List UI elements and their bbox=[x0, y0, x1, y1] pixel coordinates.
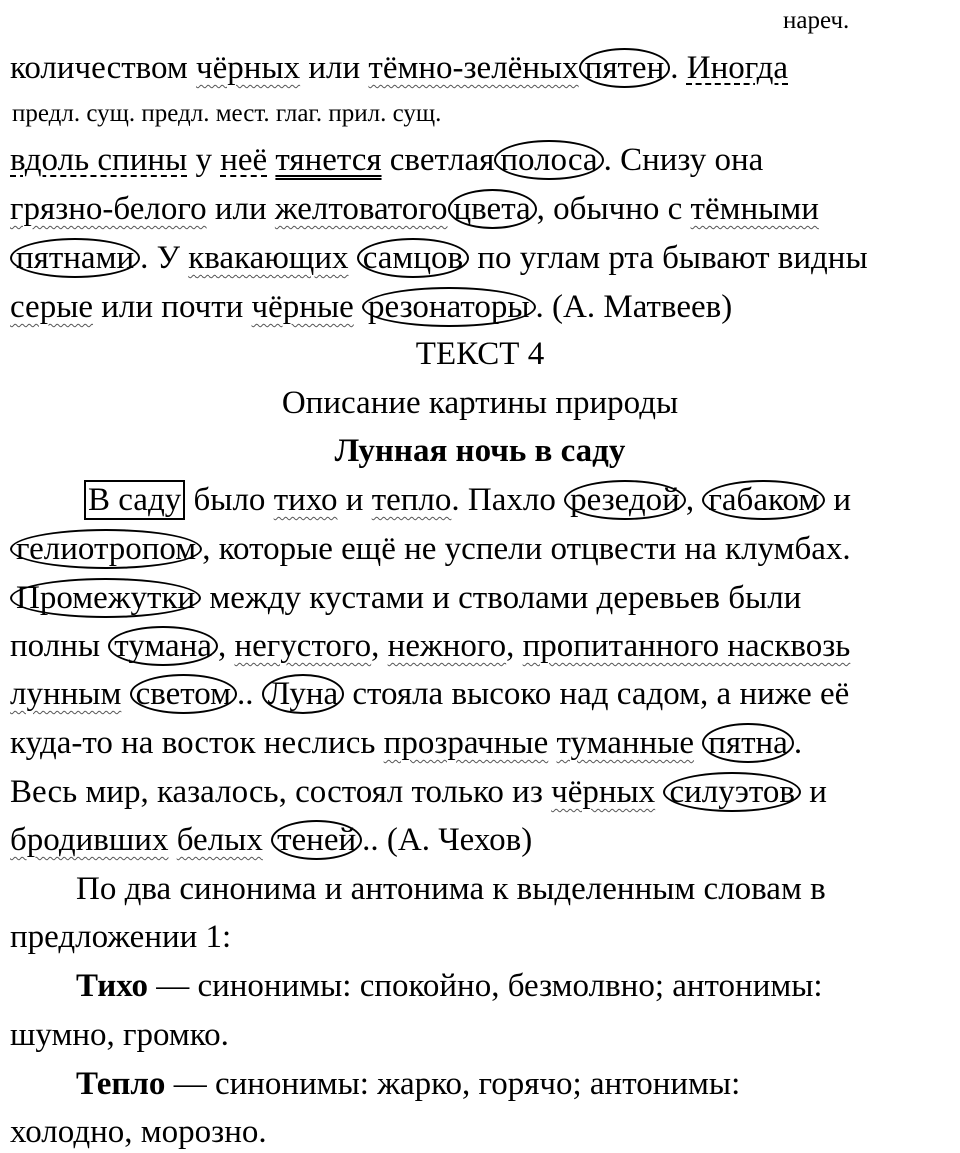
pos-annotation-adverb: нареч. bbox=[783, 7, 850, 34]
text-number-heading: ТЕКСТ 4 bbox=[415, 336, 545, 372]
word-dashdot: Иногда bbox=[686, 50, 789, 86]
answer-line: шумно, громко. bbox=[10, 1017, 229, 1053]
text-line bbox=[84, 480, 851, 520]
word bbox=[348, 240, 356, 276]
word-oval: пятен bbox=[579, 48, 671, 88]
answer-keyword: Тихо bbox=[76, 968, 148, 1004]
answer-line bbox=[76, 966, 823, 1006]
word: . bbox=[793, 725, 803, 761]
word: . Снизу она bbox=[603, 142, 764, 178]
task-line: По два синонима и антонима к выделенным словам в bbox=[76, 871, 826, 907]
word: .. bbox=[237, 676, 262, 712]
word-wavy: пропитанного насквозь bbox=[522, 628, 851, 664]
word: .. (А. Чехов) bbox=[362, 822, 533, 858]
word bbox=[548, 725, 556, 761]
word-wavy: чёрные bbox=[251, 289, 354, 325]
word-dashdot: вдоль спины bbox=[10, 142, 188, 178]
word: и bbox=[800, 774, 827, 810]
word: количеством bbox=[10, 50, 197, 86]
word-wavy: серые bbox=[10, 289, 94, 325]
word: . (А. Матвеев) bbox=[535, 289, 733, 325]
word-oval: силуэтов bbox=[663, 772, 801, 812]
word-oval: цвета bbox=[448, 189, 537, 229]
text-line bbox=[10, 723, 802, 763]
word-wavy: прозрачные bbox=[383, 725, 549, 761]
word: , обычно с bbox=[536, 191, 691, 227]
word: . bbox=[670, 50, 687, 86]
text-title: Лунная ночь в саду bbox=[334, 433, 626, 469]
word: , bbox=[371, 628, 388, 664]
word-oval: полоса bbox=[494, 140, 603, 180]
word-wavy: чёрных bbox=[551, 774, 656, 810]
text-line bbox=[10, 140, 763, 180]
answer-text: — синонимы: спокойно, безмолвно; антонимы: bbox=[147, 968, 823, 1004]
word bbox=[168, 822, 176, 858]
word-wavy: тепло bbox=[371, 482, 452, 518]
word-wavy: нежного bbox=[387, 628, 507, 664]
word-wavy: негустого bbox=[234, 628, 372, 664]
word: куда-то на восток неслись bbox=[10, 725, 384, 761]
word-wavy: квакающих bbox=[188, 240, 349, 276]
word: между кустами и стволами деревьев были bbox=[201, 580, 802, 616]
word: было bbox=[185, 482, 274, 518]
word: , которые ещё не успели отцвести на клумбах. bbox=[202, 531, 851, 567]
word bbox=[354, 289, 362, 325]
word-wavy: лунным bbox=[10, 676, 122, 712]
word-wavy: бродивших bbox=[10, 822, 169, 858]
word bbox=[263, 822, 271, 858]
word: Весь мир, казалось, состоял только из bbox=[10, 774, 552, 810]
word-wavy: тёмными bbox=[690, 191, 819, 227]
task-line: предложении 1: bbox=[10, 919, 232, 955]
word-wavy: тёмно-зелёных bbox=[368, 50, 579, 86]
word-wavy: чёрных bbox=[196, 50, 301, 86]
word-wavy: желтоватого bbox=[274, 191, 448, 227]
word: или почти bbox=[93, 289, 252, 325]
word-boxed: В саду bbox=[84, 480, 185, 520]
word-oval: тумана bbox=[108, 626, 218, 666]
word: , bbox=[685, 482, 703, 518]
word-wavy: белых bbox=[176, 822, 263, 858]
word-oval: гелиотропом bbox=[10, 529, 202, 569]
word-oval: резедой bbox=[564, 480, 686, 520]
word-wavy: туманные bbox=[556, 725, 695, 761]
word: у bbox=[187, 142, 221, 178]
word-oval: теней bbox=[271, 820, 362, 860]
text-line bbox=[10, 189, 819, 229]
word-wavy: тихо bbox=[273, 482, 338, 518]
word-wavy: грязно-белого bbox=[10, 191, 207, 227]
word-dashed: неё bbox=[220, 142, 268, 178]
word bbox=[121, 676, 129, 712]
word: стояла высоко над садом, а ниже её bbox=[344, 676, 850, 712]
text-type-heading: Описание картины природы bbox=[281, 385, 679, 421]
word-oval: пятнами bbox=[10, 238, 140, 278]
word: , bbox=[506, 628, 523, 664]
answer-line bbox=[76, 1064, 740, 1104]
word-oval: Промежутки bbox=[10, 578, 201, 618]
word-oval: Луна bbox=[262, 674, 344, 714]
text-line bbox=[10, 578, 801, 618]
text-line bbox=[10, 48, 788, 88]
word: или bbox=[206, 191, 275, 227]
word: . У bbox=[140, 240, 189, 276]
text-line bbox=[10, 674, 849, 714]
word-double: тянется bbox=[275, 142, 382, 178]
word: или bbox=[300, 50, 369, 86]
word: , bbox=[217, 628, 235, 664]
text-line bbox=[10, 287, 732, 327]
text-line bbox=[10, 626, 850, 666]
word: и bbox=[825, 482, 851, 518]
word-oval: резонаторы bbox=[362, 287, 536, 327]
word: светлая bbox=[381, 142, 495, 178]
text-line bbox=[10, 238, 868, 278]
word: по углам рта бывают видны bbox=[469, 240, 868, 276]
pos-labels: предл. сущ. предл. мест. глаг. прил. сущ. bbox=[12, 100, 442, 127]
word: полны bbox=[10, 628, 109, 664]
answer-text: — синонимы: жарко, горячо; антонимы: bbox=[165, 1066, 741, 1102]
word-oval: пятна bbox=[702, 723, 794, 763]
text-line bbox=[10, 772, 827, 812]
word: и bbox=[337, 482, 372, 518]
word: . Пахло bbox=[451, 482, 565, 518]
word-oval: самцов bbox=[357, 238, 469, 278]
text-line bbox=[10, 529, 851, 569]
answer-line: холодно, морозно. bbox=[10, 1114, 267, 1150]
answer-keyword: Тепло bbox=[76, 1066, 166, 1102]
word-oval: габаком bbox=[702, 480, 825, 520]
word-oval: светом bbox=[130, 674, 237, 714]
text-line bbox=[10, 820, 532, 860]
